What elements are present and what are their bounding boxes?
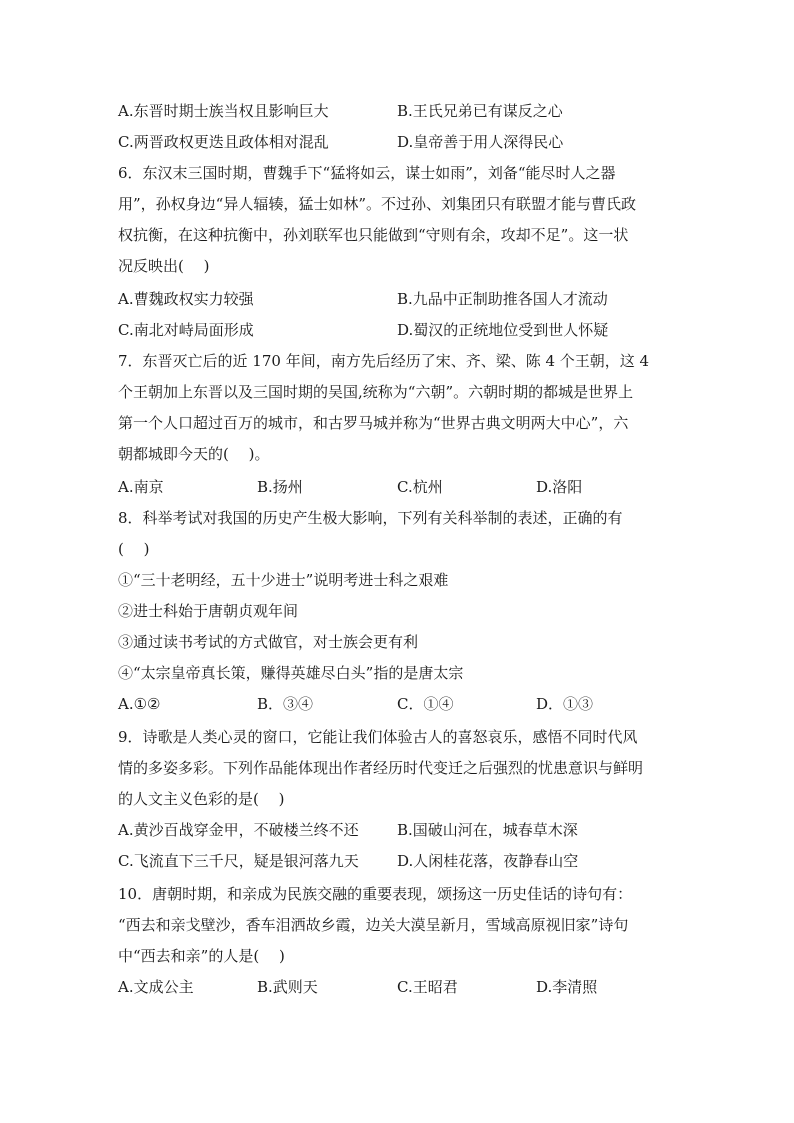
q6-option-a: A.曹魏政权实力较强 (118, 290, 254, 308)
question-10-line-2: “西去和亲戈壁沙，香车泪洒故乡霞，边关大漠呈新月，雪域高原视旧家”诗句 (118, 916, 629, 934)
q6-option-b: B.九品中正制助推各国人才流动 (397, 290, 608, 308)
question-8-line-1: 8．科举考试对我国的历史产生极大影响，下列有关科举制的表述，正确的有 (118, 509, 623, 527)
question-6-line-3: 权抗衡，在这种抗衡中，孙刘联军也只能做到“守则有余，攻却不足”。这一状 (118, 226, 629, 244)
q9-option-c: C.飞流直下三千尺，疑是银河落九天 (118, 852, 359, 870)
q9-option-b: B.国破山河在，城春草木深 (397, 821, 578, 839)
question-7-stem (118, 346, 678, 470)
question-8-statement-3: ③通过读书考试的方式做官，对士族会更有利 (118, 633, 419, 651)
question-10-line-1: 10．唐朝时期，和亲成为民族交融的重要表现，颂扬这一历史佳话的诗句有： (118, 885, 633, 903)
q7-option-c: C.杭州 (397, 478, 443, 496)
q7-option-a: A.南京 (118, 478, 164, 496)
q5-option-d: D.皇帝善于用人深得民心 (397, 133, 564, 151)
q10-option-d: D.李清照 (536, 978, 598, 996)
question-9-stem (118, 722, 678, 815)
question-9-line-2: 情的多姿多彩。下列作品能体现出作者经历时代变迁之后强烈的忧患意识与鲜明 (118, 759, 644, 777)
q8-option-d: D．①③ (536, 695, 594, 713)
q8-option-a: A.①② (118, 695, 161, 713)
q7-option-d: D.洛阳 (536, 478, 583, 496)
q7-option-b: B.扬州 (257, 478, 303, 496)
q5-option-b: B.王氏兄弟已有谋反之心 (397, 102, 563, 120)
q9-option-a: A.黄沙百战穿金甲，不破楼兰终不还 (118, 821, 359, 839)
question-7-line-3: 第一个人口超过百万的城市，和古罗马城并称为“世界古典文明两大中心”，六 (118, 414, 629, 432)
question-9-line-1: 9．诗歌是人类心灵的窗口，它能让我们体验古人的喜怒哀乐，感悟不同时代风 (118, 728, 638, 746)
question-6-line-2: 用”，孙权身边“异人辐辏，猛士如林”。不过孙、刘集团只有联盟才能与曹氏政 (118, 195, 637, 213)
q5-option-a: A.东晋时期士族当权且影响巨大 (118, 102, 329, 120)
q9-option-d: D.人闲桂花落，夜静春山空 (397, 852, 579, 870)
question-8-statement-4: ④“太宗皇帝真长策，赚得英雄尽白头”指的是唐太宗 (118, 664, 464, 682)
question-7-line-2: 个王朝加上东晋以及三国时期的吴国,统称为“六朝”。六朝时期的都城是世界上 (118, 383, 634, 401)
question-6-line-1: 6．东汉末三国时期，曹魏手下“猛将如云，谋士如雨”，刘备“能尽时人之器 (118, 164, 616, 182)
q6-option-c: C.南北对峙局面形成 (118, 321, 254, 339)
q8-option-b: B．③④ (257, 695, 314, 713)
q6-option-d: D.蜀汉的正统地位受到世人怀疑 (397, 321, 609, 339)
q5-option-c: C.两晋政权更迭且政体相对混乱 (118, 133, 329, 151)
question-8-statement-1: ①“三十老明经，五十少进士”说明考进士科之艰难 (118, 571, 449, 589)
question-8-statement-2: ②进士科始于唐朝贞观年间 (118, 602, 299, 620)
question-9-line-3: 的人文主义色彩的是( ) (118, 790, 285, 808)
q10-option-c: C.王昭君 (397, 978, 458, 996)
q8-option-c: C．①④ (397, 695, 454, 713)
question-8-stem (118, 503, 678, 689)
question-6-line-4: 况反映出( ) (118, 257, 210, 275)
question-10-stem (118, 879, 678, 972)
question-7-line-1: 7．东晋灭亡后的近 170 年间，南方先后经历了宋、齐、梁、陈 4 个王朝，这 4 (118, 352, 650, 370)
q10-option-b: B.武则天 (257, 978, 318, 996)
question-10-line-3: 中“西去和亲”的人是( ) (118, 947, 285, 965)
question-8-line-2: ( ) (118, 540, 150, 558)
q10-option-a: A.文成公主 (118, 978, 194, 996)
question-7-line-4: 朝都城即今天的( )。 (118, 445, 270, 463)
question-6-stem (118, 158, 678, 282)
